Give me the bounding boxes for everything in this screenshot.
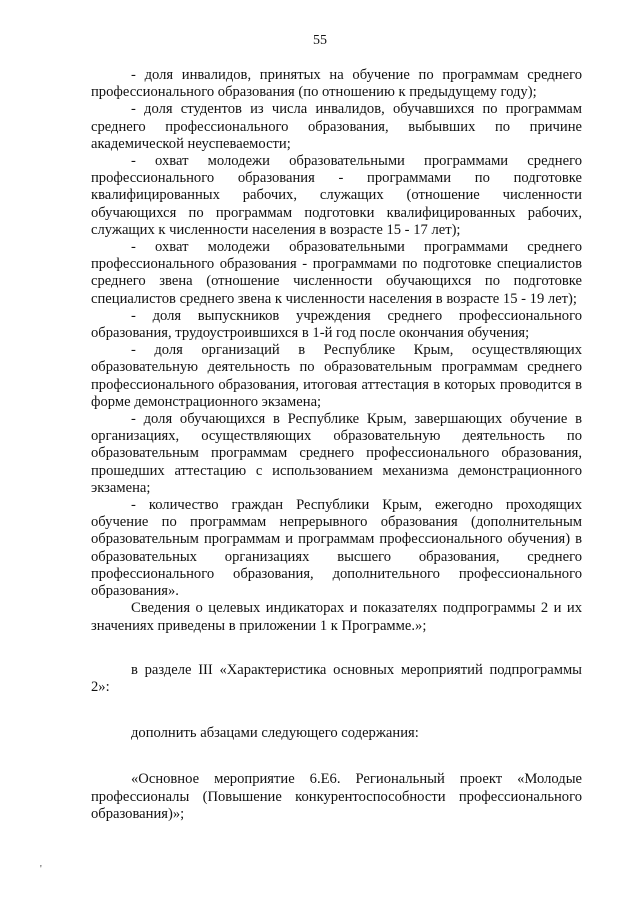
document-body xyxy=(91,67,582,823)
paragraph-supplement-instruction: дополнить абзацами следующего содержания: xyxy=(131,725,419,742)
page-number: 55 xyxy=(313,33,327,48)
paragraph-quoted-activity: «Основное мероприятие 6.Е6. Региональный проект «Молодые профессионалы (Повышение конкурентоспособности профессионального образования)»; xyxy=(91,771,582,822)
paragraph-demo-exam-organizations: - доля организаций в Республике Крым, осуществляющих образовательную деятельность по образовательным программам среднего профессионального образования, итоговая аттестация в которых проводится в форме демонстрационного экзамена; xyxy=(91,342,582,410)
stray-mark: ' xyxy=(40,864,42,875)
paragraph-youth-coverage-specialists: - охват молодежи образовательными программами среднего профессионального образования - программами по подготовке специалистов среднего звена (отношение численности обучающихся по подготовке специалистов среднего звена к численности населения в возрасте 15 - 19 лет); xyxy=(91,239,582,307)
paragraph-continuing-education-count: - количество граждан Республики Крым, ежегодно проходящих обучение по программам непрерывного образования (дополнительным образовательным программам и программам профессионального обучения) в образовательных организациях высшего образования, среднего профессионального образования, дополнительного профессионального образования». xyxy=(91,497,582,600)
paragraph-disabled-dropout-share: - доля студентов из числа инвалидов, обучавшихся по программам среднего профессионального образования, выбывших по причине академической неуспеваемости; xyxy=(91,101,582,152)
paragraph-section-reference: в разделе III «Характеристика основных мероприятий подпрограммы 2»: xyxy=(91,661,582,695)
paragraph-disabled-admission-share: - доля инвалидов, принятых на обучение по программам среднего профессионального образования (по отношению к предыдущему году); xyxy=(91,67,582,101)
paragraph-graduate-employment-share: - доля выпускников учреждения среднего профессионального образования, трудоустроившихся в 1-й год после окончания обучения; xyxy=(91,307,582,342)
paragraph-demo-exam-students: - доля обучающихся в Республике Крым, завершающих обучение в организациях, осуществляющих образовательную деятельность по образовательным программам среднего профессионального образования, прошедших аттестацию с использованием механизма демонстрационного экзамена; xyxy=(91,411,582,496)
paragraph-youth-coverage-workers: - охват молодежи образовательными программами среднего профессионального образования - программами по подготовке квалифицированных рабочих, служащих (отношение численности обучающихся по программам подготовки квалифицированных рабочих, служащих к численности населения в возрасте 15 - 17 лет); xyxy=(91,153,582,238)
paragraph-indicators-reference: Сведения о целевых индикаторах и показателях подпрограммы 2 и их значениях приведены в приложении 1 к Программе.»; xyxy=(91,600,582,634)
